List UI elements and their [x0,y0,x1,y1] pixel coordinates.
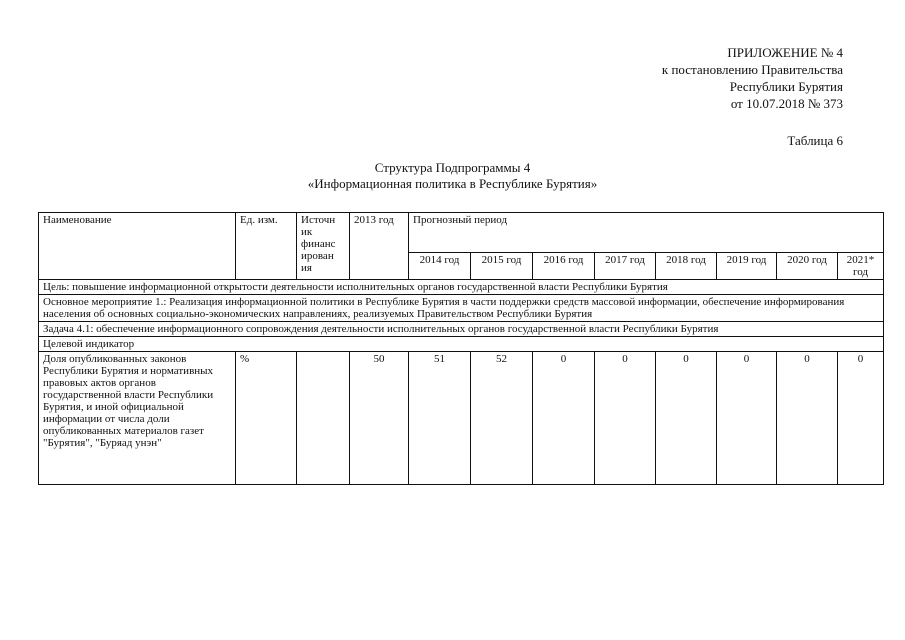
year-cell: 2015 год [471,253,533,280]
year-cell: 2016 год [533,253,595,280]
header-unit: Ед. изм. [236,213,297,280]
appendix-line: к постановлению Правительства [661,62,843,77]
indicator-header-text: Целевой индикатор [39,337,884,352]
appendix-line: от 10.07.2018 № 373 [730,96,843,111]
indicator-base-value: 50 [350,352,409,485]
document-title [0,160,905,192]
task-row [39,322,884,337]
indicator-value: 0 [595,352,656,485]
indicator-name: Доля опубликованных законов Республики Бурятия и нормативных правовых актов органов государственной власти Республики Бурятия, и иной официальной информации от числа доли опубликованных материалов газет "Бурятия", "Буряад унэн" [39,352,236,485]
indicator-value: 0 [717,352,777,485]
main-activity-text: Основное мероприятие 1.: Реализация информационной политики в Республике Бурятия в части поддержки средств массовой информации, обеспечение информирования населения об основных социально-экономических направлениях, реализуемых Правительством Республики Бурятия [39,295,884,322]
title-line: «Информационная политика в Республике Бурятия» [307,176,598,191]
indicator-value: 52 [471,352,533,485]
indicator-value: 0 [533,352,595,485]
header-base-year: 2013 год [350,213,409,280]
indicator-value: 0 [777,352,838,485]
appendix-line: Республики Бурятия [729,79,843,94]
indicator-value: 51 [409,352,471,485]
goal-text: Цель: повышение информационной открытости деятельности исполнительных органов государственной власти Республики Бурятия [39,280,884,295]
year-cell: 2018 год [656,253,717,280]
indicator-row [39,352,884,485]
table-number: Таблица 6 [787,133,843,148]
indicator-source [297,352,350,485]
year-cell: 2020 год [777,253,838,280]
indicator-value: 0 [656,352,717,485]
title-line: Структура Подпрограммы 4 [374,160,531,175]
appendix-line: ПРИЛОЖЕНИЕ № 4 [727,45,843,60]
goal-row [39,280,884,295]
year-cell: 2014 год [409,253,471,280]
header-name: Наименование [39,213,236,280]
subprogram-structure-table [38,212,884,485]
header-row [39,213,884,253]
year-cell: 2017 год [595,253,656,280]
header-source: Источн ик финанс ирован ия [297,213,350,280]
indicator-value: 0 [838,352,884,485]
appendix-block [662,44,843,112]
year-cell: 2021* год [838,253,884,280]
indicator-header-row [39,337,884,352]
task-text: Задача 4.1: обеспечение информационного сопровождения деятельности исполнительных органов государственной власти Республики Бурятия [39,322,884,337]
indicator-unit: % [236,352,297,485]
year-cell: 2019 год [717,253,777,280]
main-activity-row [39,295,884,322]
header-forecast: Прогнозный период [409,213,884,253]
